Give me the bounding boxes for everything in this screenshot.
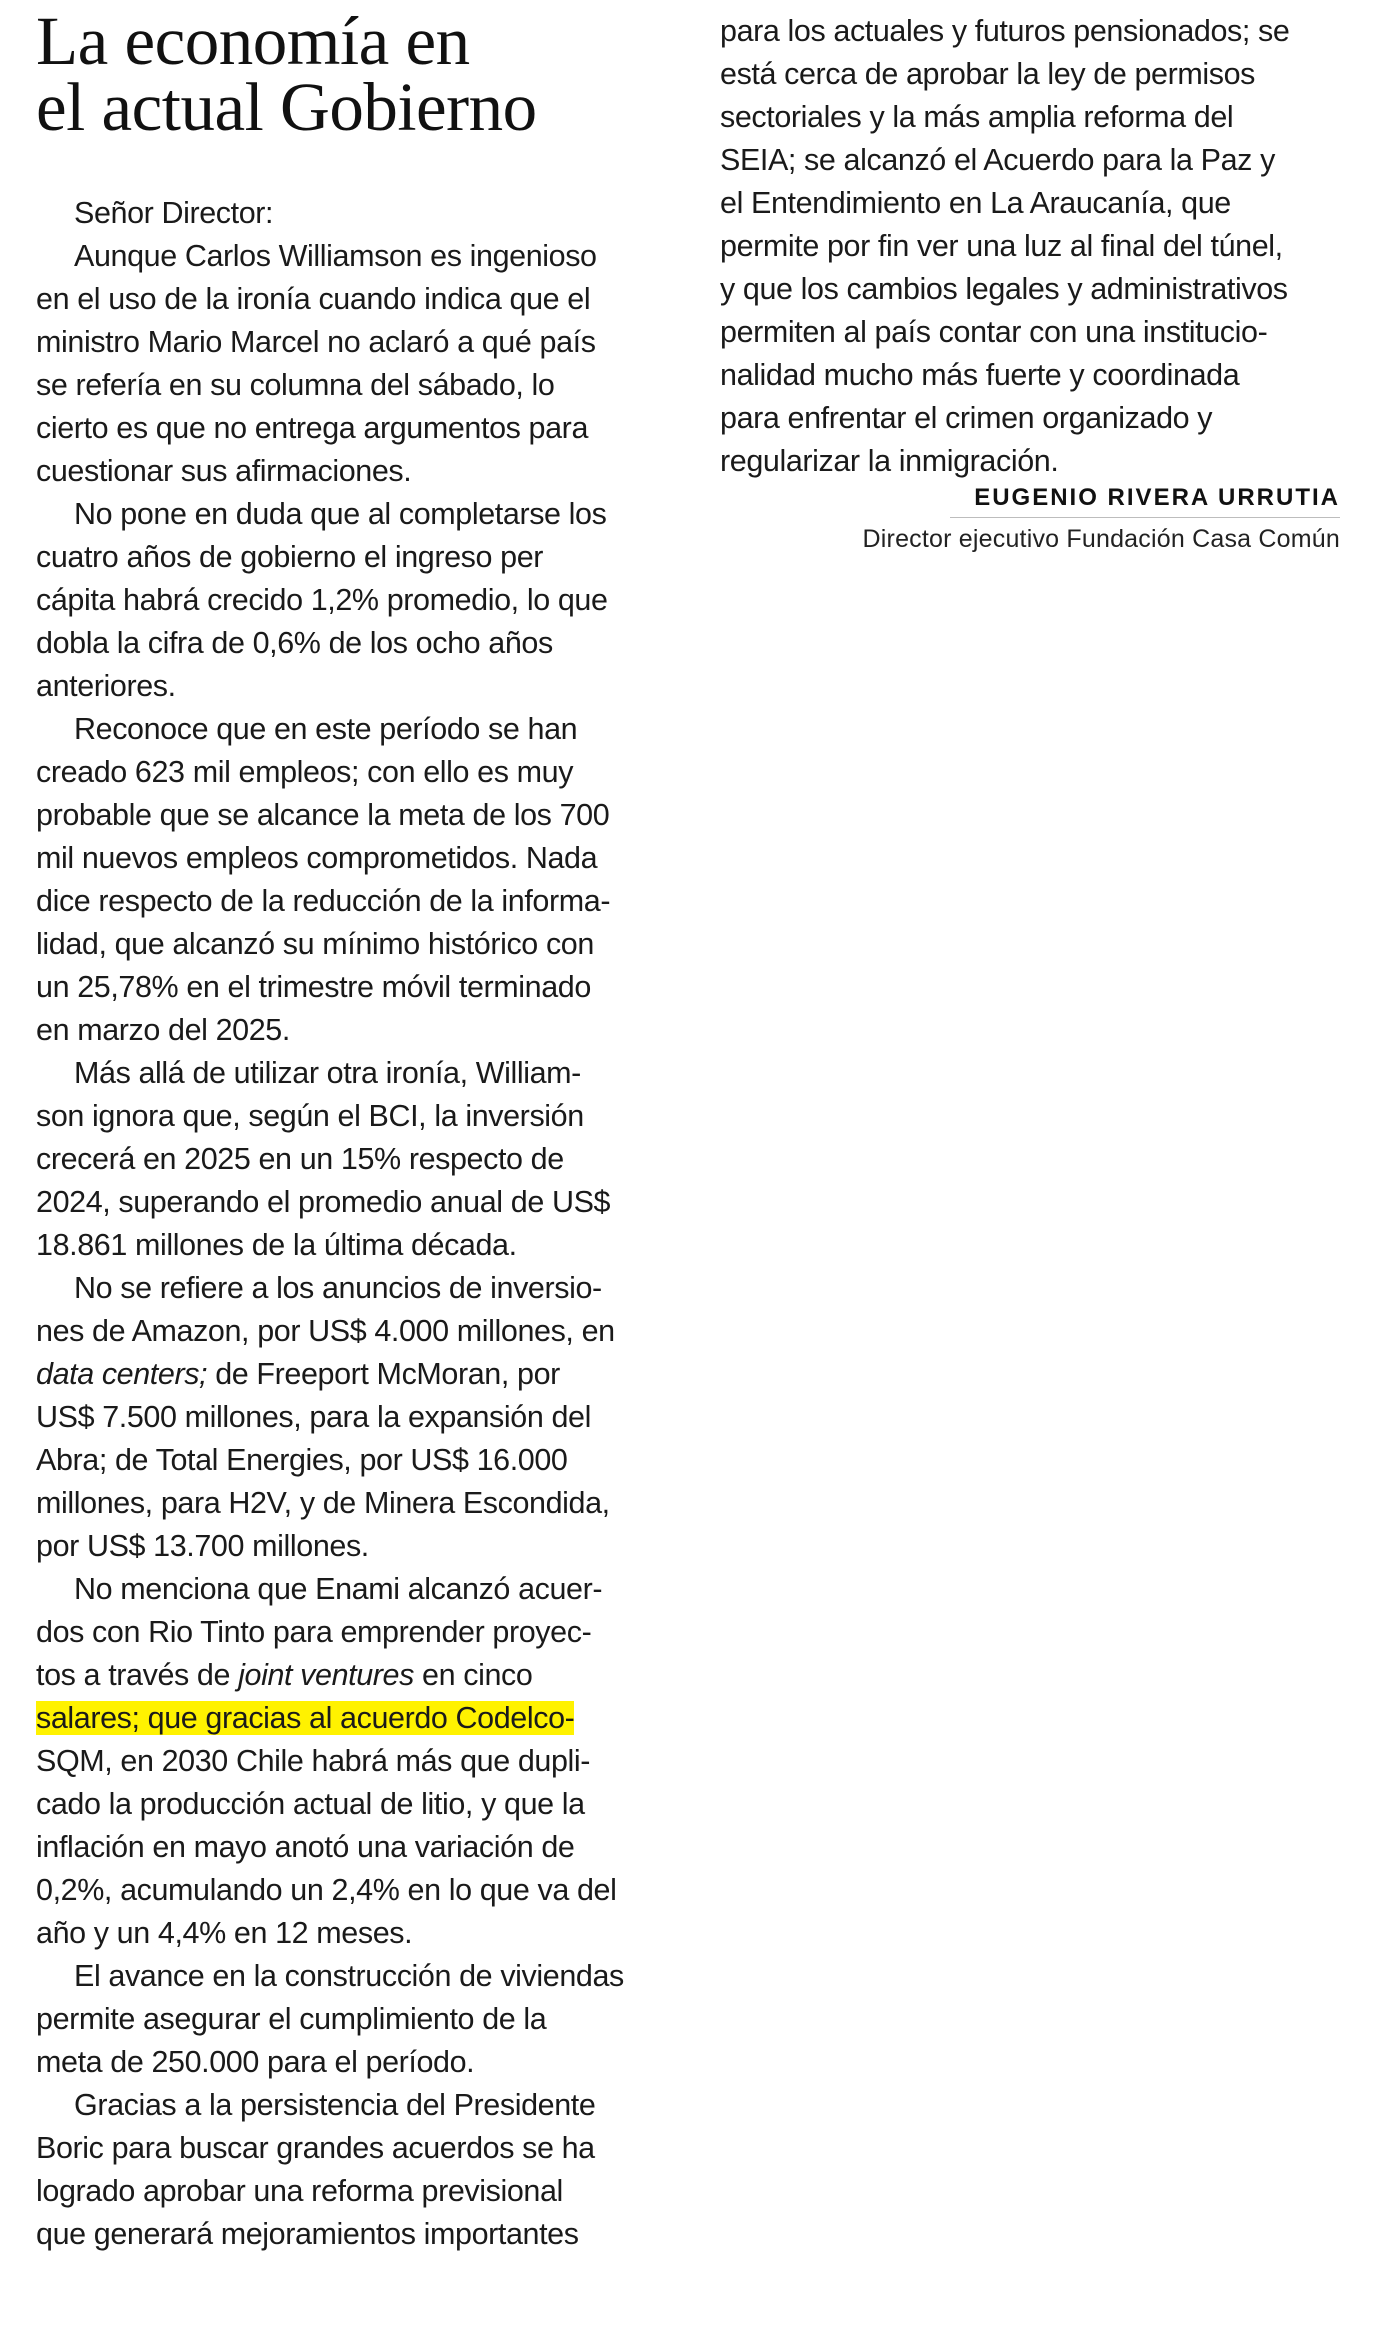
text-run: tos a través de [36, 1658, 239, 1692]
text-line [36, 1697, 666, 1740]
text-line: SQM, en 2030 Chile habrá más que dupli- [36, 1744, 591, 1778]
right-body [720, 10, 1340, 483]
text-line: año y un 4,4% en 12 meses. [36, 1916, 413, 1950]
text-line: regularizar la inmigración. [720, 444, 1059, 478]
paragraph-continued [720, 10, 1340, 483]
text-line: logrado aprobar una reforma previsional [36, 2174, 563, 2208]
text-line: dobla la cifra de 0,6% de los ocho años [36, 626, 553, 660]
italic-term: joint ventures [238, 1658, 414, 1692]
text-line: y que los cambios legales y administrativos [720, 272, 1288, 306]
text-run: en cinco [413, 1658, 533, 1692]
text-line: está cerca de aprobar la ley de permisos [720, 57, 1255, 91]
text-line: cado la producción actual de litio, y que la [36, 1787, 585, 1821]
text-line: lidad, que alcanzó su mínimo histórico con [36, 927, 594, 961]
text-line: nes de Amazon, por US$ 4.000 millones, en [36, 1314, 615, 1348]
text-line: El avance en la construcción de viviendas [74, 1959, 624, 1993]
text-line: en el uso de la ironía cuando indica que el [36, 282, 591, 316]
text-line: cuatro años de gobierno el ingreso per [36, 540, 544, 574]
article-title [36, 0, 666, 145]
text-line: por US$ 13.700 millones. [36, 1529, 369, 1563]
italic-term: data centers; [36, 1357, 208, 1391]
text-line: que generará mejoramientos importantes [36, 2217, 579, 2251]
text-line: Gracias a la persistencia del Presidente [74, 2088, 596, 2122]
text-line: cuestionar sus afirmaciones. [36, 454, 412, 488]
text-line: el Entendimiento en La Araucanía, que [720, 186, 1231, 220]
text-line: probable que se alcance la meta de los 700 [36, 798, 610, 832]
text-line: se refería en su columna del sábado, lo [36, 368, 555, 402]
paragraph-2 [36, 235, 666, 493]
text-line: Más allá de utilizar otra ironía, William- [74, 1056, 581, 1090]
paragraph-6 [36, 1267, 666, 1568]
text-line: son ignora que, según el BCI, la inversión [36, 1099, 584, 1133]
text-line: para los actuales y futuros pensionados; se [720, 14, 1290, 48]
text-line: SEIA; se alcanzó el Acuerdo para la Paz y [720, 143, 1275, 177]
text-line: No se refiere a los anuncios de inversio- [74, 1271, 602, 1305]
signature-block [720, 483, 1340, 556]
text-line: 2024, superando el promedio anual de US$ [36, 1185, 611, 1219]
text-line: anteriores. [36, 669, 176, 703]
text-line: cápita habrá crecido 1,2% promedio, lo que [36, 583, 608, 617]
paragraph-8 [36, 1955, 666, 2084]
text-line: permite por fin ver una luz al final del túnel, [720, 229, 1283, 263]
text-line: millones, para H2V, y de Minera Escondida, [36, 1486, 610, 1520]
text-line: ministro Mario Marcel no aclaró a qué país [36, 325, 596, 359]
right-column [720, 0, 1340, 556]
text-line: en marzo del 2025. [36, 1013, 290, 1047]
salutation: Señor Director: [74, 196, 274, 230]
text-line: para enfrentar el crimen organizado y [720, 401, 1213, 435]
text-line: creado 623 mil empleos; con ello es muy [36, 755, 574, 789]
text-line: crecerá en 2025 en un 15% respecto de [36, 1142, 564, 1176]
paragraph-5 [36, 1052, 666, 1267]
text-line: sectoriales y la más amplia reforma del [720, 100, 1234, 134]
paragraph-3 [36, 493, 666, 708]
text-line: permiten al país contar con una institucio- [720, 315, 1268, 349]
text-line [36, 1654, 666, 1697]
salutation-paragraph [36, 192, 666, 235]
text-line: cierto es que no entrega argumentos para [36, 411, 589, 445]
text-line: 0,2%, acumulando un 2,4% en lo que va del [36, 1873, 617, 1907]
highlighted-text: salares; que gracias al acuerdo Codelco- [36, 1701, 575, 1735]
left-column [36, 0, 666, 2256]
text-line: US$ 7.500 millones, para la expansión del [36, 1400, 591, 1434]
text-line: Reconoce que en este período se han [74, 712, 578, 746]
text-line: un 25,78% en el trimestre móvil terminado [36, 970, 591, 1004]
text-run: de Freeport McMoran, por [207, 1357, 560, 1391]
text-line: No menciona que Enami alcanzó acuer- [74, 1572, 603, 1606]
text-line: mil nuevos empleos comprometidos. Nada [36, 841, 598, 875]
paragraph-9 [36, 2084, 666, 2256]
left-body [36, 192, 666, 2256]
author-name: EUGENIO RIVERA URRUTIA [950, 483, 1340, 518]
text-line: nalidad mucho más fuerte y coordinada [720, 358, 1240, 392]
author-role: Director ejecutivo Fundación Casa Común [862, 525, 1340, 553]
paragraph-4 [36, 708, 666, 1052]
text-line: dice respecto de la reducción de la informa- [36, 884, 611, 918]
text-line: Aunque Carlos Williamson es ingenioso [74, 239, 597, 273]
text-line: dos con Rio Tinto para emprender proyec- [36, 1615, 592, 1649]
text-line: meta de 250.000 para el período. [36, 2045, 475, 2079]
text-line: No pone en duda que al completarse los [74, 497, 607, 531]
paragraph-7 [36, 1568, 666, 1955]
title-line-2: el actual Gobierno [36, 69, 537, 145]
text-line: 18.861 millones de la última década. [36, 1228, 517, 1262]
text-line: Abra; de Total Energies, por US$ 16.000 [36, 1443, 568, 1477]
text-line [36, 1353, 666, 1396]
text-line: permite asegurar el cumplimiento de la [36, 2002, 547, 2036]
text-line: Boric para buscar grandes acuerdos se ha [36, 2131, 595, 2165]
title-line-1: La economía en [36, 3, 470, 79]
text-line: inflación en mayo anotó una variación de [36, 1830, 575, 1864]
